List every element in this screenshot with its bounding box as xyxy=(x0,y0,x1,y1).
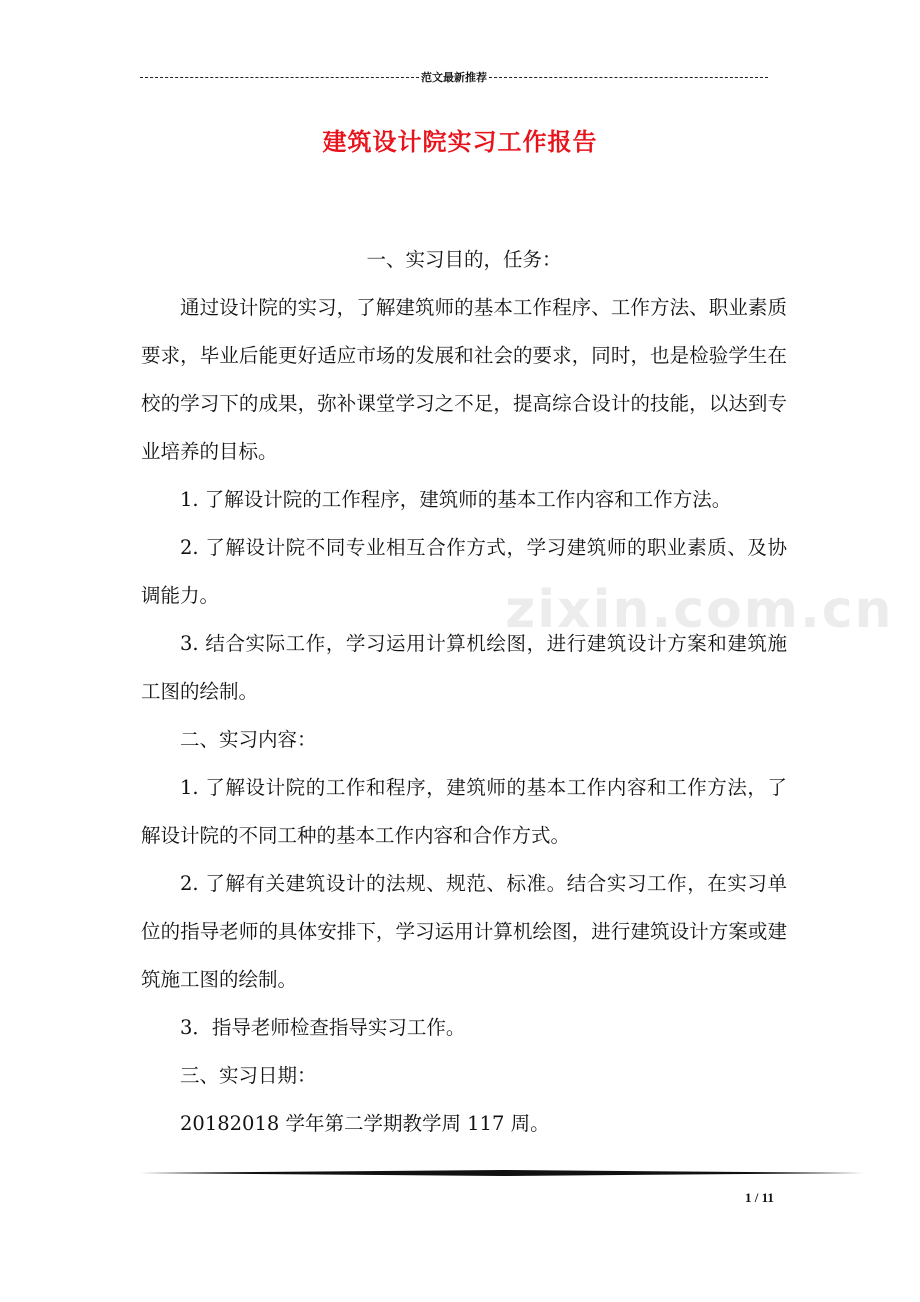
section-heading-dates: 三、实习日期： xyxy=(180,1064,317,1087)
list-item-content-2: 2. 了解有关建筑设计的法规、规范、标准。结合实习工作，在实习单位的指导老师的具体安排下，学习运用计算机绘图，进行建筑设计方案或建筑施工图的绘制。 xyxy=(141,872,787,991)
list-item-purpose-1: 1. 了解设计院的工作程序，建筑师的基本工作内容和工作方法。 xyxy=(180,488,732,511)
list-item-purpose-3: 3. 结合实际工作，学习运用计算机绘图，进行建筑设计方案和建筑施工图的绘制。 xyxy=(141,632,787,703)
header-dash-right xyxy=(489,77,768,78)
footer-rule xyxy=(140,1170,864,1176)
header-dash-left xyxy=(140,77,419,78)
section-heading-purpose: 一、实习目的，任务： xyxy=(366,248,562,271)
document-body xyxy=(141,236,787,1148)
paragraph-dates: 20182018 学年第二学期教学周 117 周。 xyxy=(180,1112,550,1135)
header-text: 范文最新推荐 xyxy=(421,71,487,84)
watermark: zixin.com.cn xyxy=(505,580,894,640)
list-item-content-3: 3．指导老师检查指导实习工作。 xyxy=(180,1016,466,1039)
page-number: 1 / 11 xyxy=(745,1190,774,1205)
list-item-purpose-2: 2. 了解设计院不同专业相互合作方式，学习建筑师的职业素质、及协调能力。 xyxy=(141,536,787,607)
section-heading-content: 二、实习内容： xyxy=(180,728,317,751)
paragraph-purpose-intro: 通过设计院的实习，了解建筑师的基本工作程序、工作方法、职业素质要求，毕业后能更好适应市场的发展和社会的要求，同时，也是检验学生在校的学习下的成果，弥补课堂学习之不足，提高综合设计的技能，以达到专业培养的目标。 xyxy=(141,296,787,463)
list-item-content-1: 1. 了解设计院的工作和程序，建筑师的基本工作内容和工作方法，了解设计院的不同工种的基本工作内容和合作方式。 xyxy=(141,776,787,847)
document-title: 建筑设计院实习工作报告 xyxy=(322,127,598,156)
page-header xyxy=(140,68,768,86)
